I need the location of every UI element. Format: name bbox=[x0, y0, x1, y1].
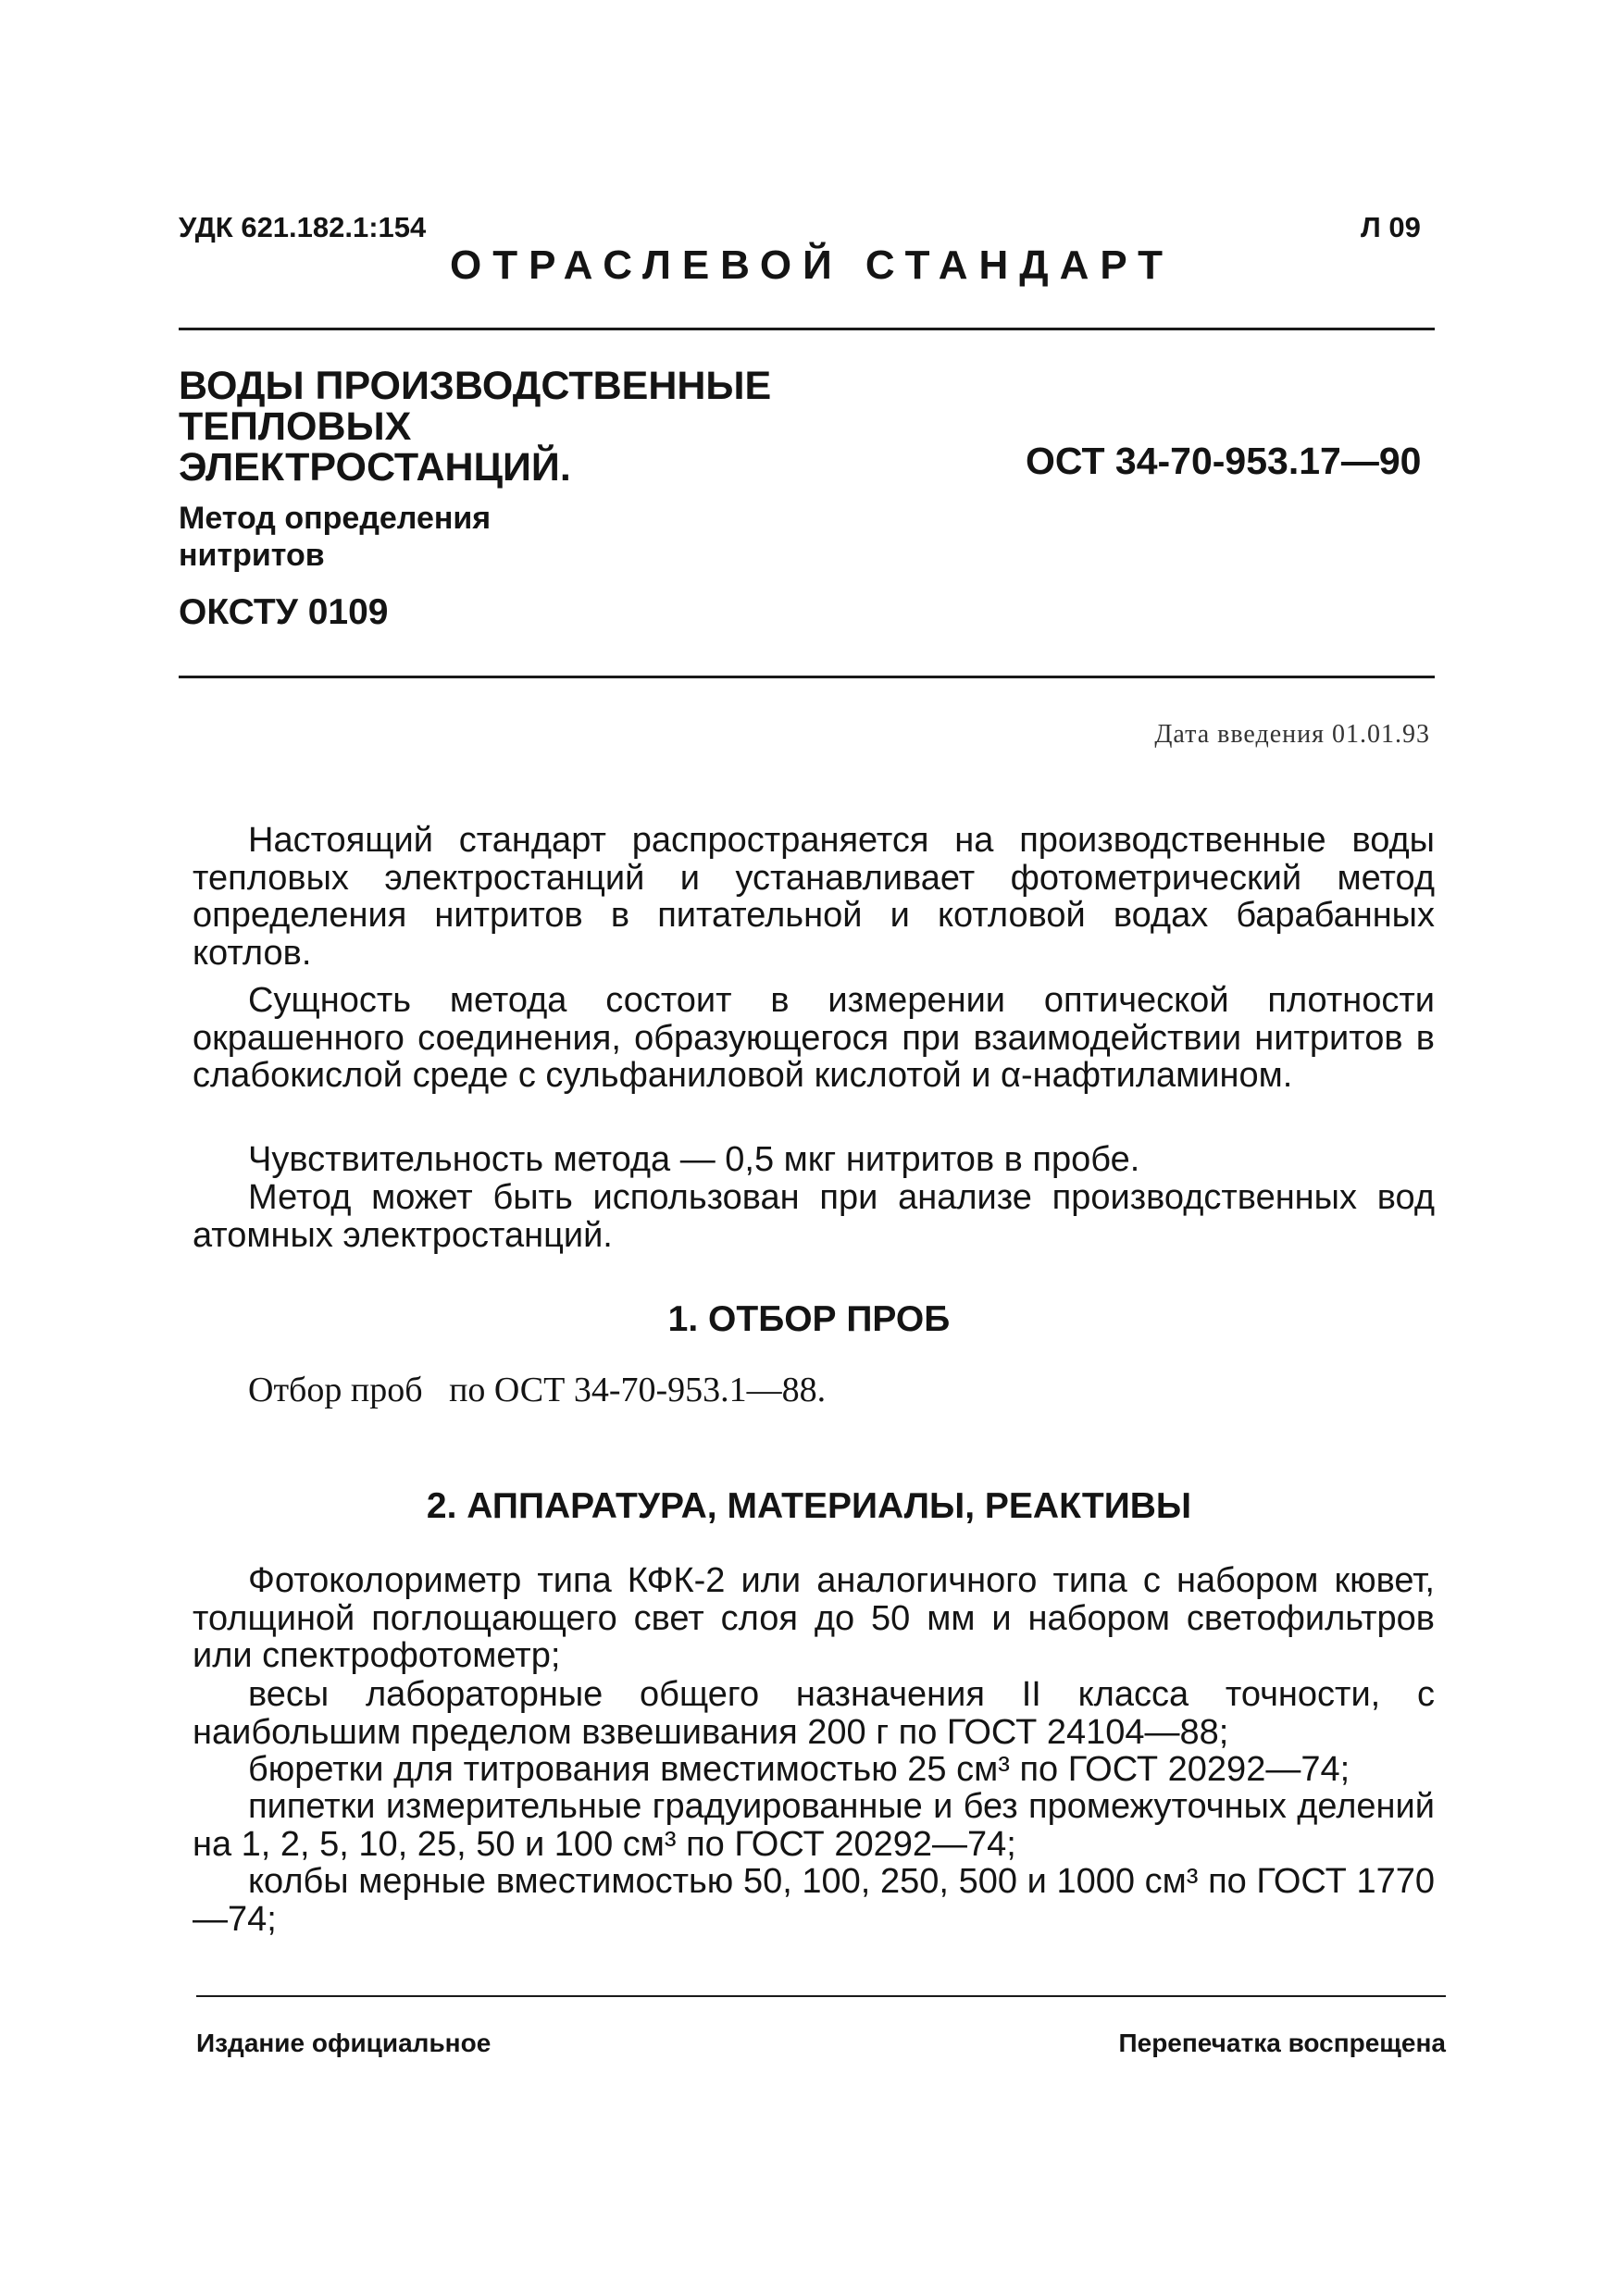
title-divider bbox=[179, 676, 1435, 678]
title-line: ТЕПЛОВЫХ bbox=[179, 404, 412, 449]
sampling-text bbox=[248, 1370, 826, 1410]
udk-code: УДК 621.182.1:154 bbox=[179, 211, 427, 243]
apparatus-item: бюретки для титрования вместимостью 25 см³ по ГОСТ 20292—74; bbox=[248, 1750, 1350, 1789]
body-paragraph-sensitivity: Чувствительность метода — 0,5 мкг нитритов в пробе. bbox=[248, 1140, 1140, 1179]
classification-code: Л 09 bbox=[1361, 211, 1421, 243]
footer-divider bbox=[196, 1995, 1446, 1997]
standard-type-heading: ОТРАСЛЕВОЙ СТАНДАРТ bbox=[450, 242, 1175, 288]
subtitle-line: нитритов bbox=[179, 538, 325, 573]
body-paragraph-applicability: Метод может быть использован при анализе производственных вод атомных электростанций. bbox=[193, 1178, 1435, 1255]
document-title bbox=[179, 366, 771, 488]
footer-reprint-notice: Перепечатка воспрещена bbox=[1118, 2029, 1446, 2057]
title-line: ВОДЫ ПРОИЗВОДСТВЕННЫЕ bbox=[179, 364, 772, 408]
apparatus-item: весы лабораторные общего назначения II класса точности, с наибольшим пределом взвешивания 200 г по ГОСТ 24104—88; bbox=[193, 1675, 1435, 1752]
apparatus-item: пипетки измерительные градуированные и без промежуточных делений на 1, 2, 5, 10, 25, 50 и 100 см³ по ГОСТ 20292—74; bbox=[193, 1787, 1435, 1864]
sampling-label: Отбор проб bbox=[248, 1371, 423, 1409]
title-line: ЭЛЕКТРОСТАНЦИЙ. bbox=[179, 445, 571, 490]
document-subtitle bbox=[179, 500, 491, 574]
sampling-reference: по ОСТ 34-70-953.1—88. bbox=[449, 1371, 827, 1409]
footer-edition: Издание официальное bbox=[196, 2029, 492, 2057]
section-heading-apparatus: 2. АППАРАТУРА, МАТЕРИАЛЫ, РЕАКТИВЫ bbox=[426, 1486, 1192, 1526]
intro-date: Дата введения 01.01.93 bbox=[1154, 720, 1430, 749]
body-paragraph-essence: Сущность метода состоит в измерении оптической плотности окрашенного соединения, образующегося при взаимодействии нитритов в слабокислой среде с сульфаниловой кислотой и α-нафтиламином. bbox=[193, 981, 1435, 1095]
body-paragraph-scope: Настоящий стандарт распространяется на производственные воды тепловых электростанций и устанавливает фотометрический метод определения нитритов в питательной и котловой водах барабанных котлов. bbox=[193, 821, 1435, 973]
section-heading-sampling: 1. ОТБОР ПРОБ bbox=[667, 1299, 951, 1339]
apparatus-item: Фотоколориметр типа КФК-2 или аналогичного типа с набором кювет, толщиной поглощающего свет слоя до 50 мм и набором светофильтров или спектрофотометр; bbox=[193, 1561, 1435, 1675]
oksty-code: ОКСТУ 0109 bbox=[179, 592, 389, 632]
subtitle-line: Метод определения bbox=[179, 501, 492, 536]
ost-number: ОСТ 34-70-953.17—90 bbox=[1026, 440, 1422, 482]
apparatus-item: колбы мерные вместимостью 50, 100, 250, 500 и 1000 см³ по ГОСТ 1770—74; bbox=[193, 1862, 1435, 1939]
top-divider bbox=[179, 328, 1435, 330]
